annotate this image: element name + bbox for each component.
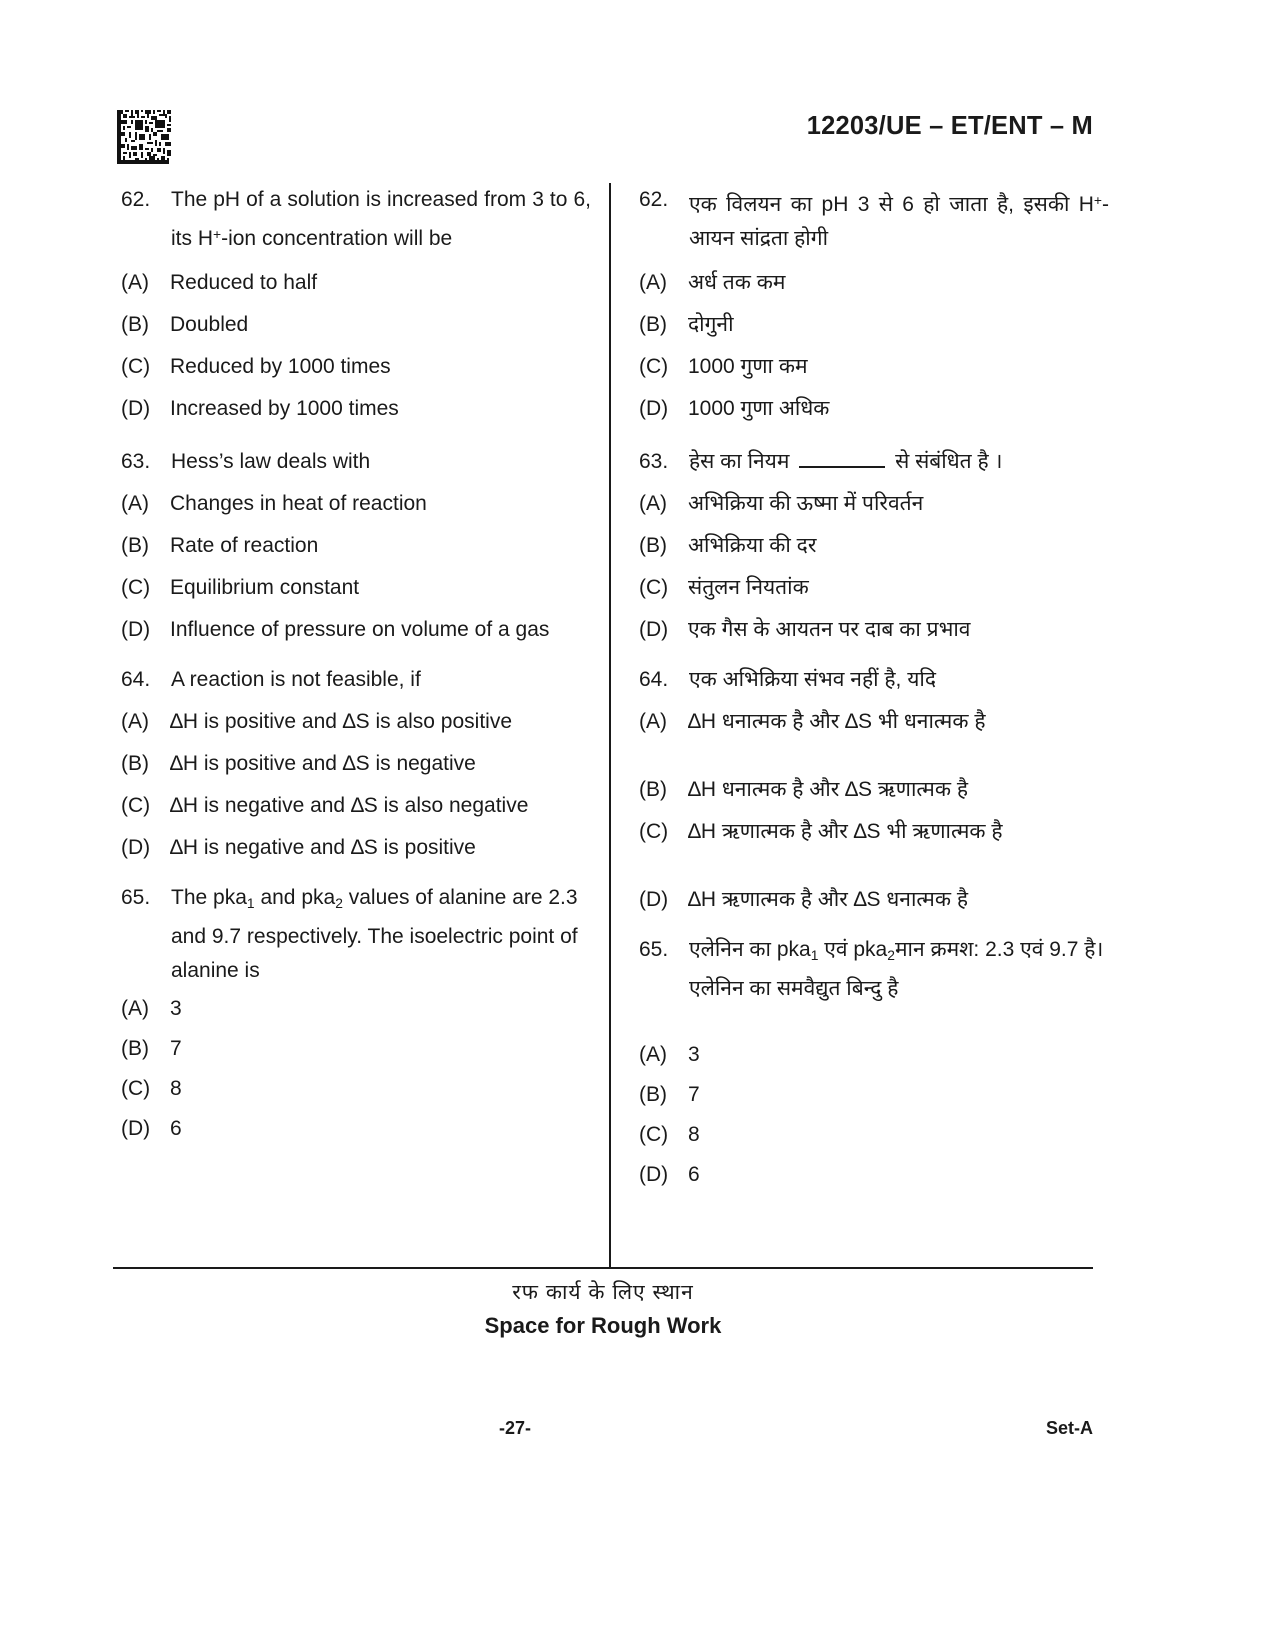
option-text: Doubled [170, 312, 249, 336]
question-62-hi [631, 183, 1109, 425]
option-d[interactable] [631, 393, 1109, 425]
option-label: (D) [639, 617, 669, 641]
option-label: (D) [121, 1116, 151, 1140]
option-label: (C) [121, 793, 151, 817]
option-c[interactable] [631, 351, 1109, 383]
page-number: -27- [498, 1418, 532, 1438]
option-text: 6 [688, 1162, 700, 1186]
option-label: (A) [639, 270, 667, 294]
option-text: Changes in heat of reaction [170, 491, 427, 515]
option-label: (B) [121, 751, 149, 775]
rough-work-english-label: Space for Rough Work [484, 1313, 722, 1338]
question-62-en [113, 183, 591, 425]
question-63-en [113, 445, 591, 646]
option-label: (B) [639, 777, 667, 801]
hindi-column [631, 183, 1109, 1199]
option-text: ∆H ऋणात्मक है और ∆S धनात्मक है [688, 887, 968, 911]
options-list [631, 1039, 1109, 1191]
question-number: 65. [121, 885, 151, 909]
option-text: Reduced to half [170, 270, 318, 294]
option-a[interactable] [113, 993, 591, 1025]
question-text: A reaction is not feasible, if [171, 667, 421, 691]
options-list [113, 488, 591, 646]
option-text: ∆H is positive and ∆S is negative [170, 751, 476, 775]
option-d[interactable] [113, 614, 591, 646]
paper-code: 12203/UE – ET/ENT – M [806, 112, 1093, 140]
option-label: (A) [639, 1042, 667, 1066]
option-c[interactable] [113, 1073, 591, 1105]
option-text: 3 [688, 1042, 700, 1066]
option-text: ∆H धनात्मक है और ∆S भी धनात्मक है [688, 709, 986, 733]
rough-work-section [113, 1278, 1093, 1342]
option-text: 7 [170, 1036, 182, 1060]
option-text: ∆H ऋणात्मक है और ∆S भी ऋणात्मक है [688, 819, 1003, 843]
option-b[interactable] [113, 530, 591, 562]
option-label: (C) [639, 819, 669, 843]
option-c[interactable] [113, 351, 591, 383]
question-number: 65. [639, 937, 669, 961]
option-text: ∆H धनात्मक है और ∆S ऋणात्मक है [688, 777, 968, 801]
option-text: ∆H is negative and ∆S is also negative [170, 793, 529, 817]
option-d[interactable] [113, 393, 591, 425]
option-b[interactable] [631, 309, 1109, 341]
question-number: 62. [121, 188, 151, 211]
option-label: (C) [121, 575, 151, 599]
rough-work-divider [113, 1267, 1093, 1269]
question-text: एक विलयन का pH 3 से 6 हो जाता है, इसकी H+-आयन सांद्रता होगी [689, 192, 1109, 250]
option-text: ∆H is positive and ∆S is also positive [170, 709, 513, 733]
option-b[interactable] [113, 309, 591, 341]
option-label: (A) [121, 709, 149, 733]
question-text: The pH of a solution is increased from 3 to 6, its H+-ion concentration will be [171, 188, 591, 250]
option-text: 1000 गुणा कम [688, 354, 808, 378]
option-text: Reduced by 1000 times [170, 354, 391, 378]
page-footer [113, 1418, 1093, 1448]
option-label: (D) [639, 887, 669, 911]
options-list [113, 706, 591, 864]
option-label: (D) [639, 1162, 669, 1186]
option-label: (B) [121, 1036, 149, 1060]
option-b[interactable] [631, 530, 1109, 562]
option-b[interactable] [631, 774, 1109, 806]
question-text: एलेनिन का pka$_1$ एवं pka$_2$मान क्रमश: 2.3 एवं 9.7 है। एलेनिन का समवैद्युत बिन्दु है [689, 937, 1104, 1000]
option-label: (C) [639, 354, 669, 378]
option-text: Increased by 1000 times [170, 396, 399, 420]
option-d[interactable] [113, 832, 591, 864]
question-64-en [113, 663, 591, 864]
option-a[interactable] [631, 1039, 1109, 1071]
option-a[interactable] [113, 267, 591, 299]
option-text: 8 [688, 1122, 700, 1146]
option-c[interactable] [631, 1119, 1109, 1151]
question-65-en [113, 881, 591, 1145]
option-d[interactable] [631, 1159, 1109, 1191]
question-text: एक अभिक्रिया संभव नहीं है, यदि [689, 667, 936, 691]
option-text: 3 [170, 996, 182, 1020]
option-c[interactable] [113, 572, 591, 604]
option-label: (A) [639, 709, 667, 733]
options-list [631, 488, 1109, 646]
option-text: संतुलन नियतांक [688, 575, 809, 599]
option-label: (A) [639, 491, 667, 515]
option-text: Influence of pressure on volume of a gas [170, 617, 550, 641]
option-c[interactable] [113, 790, 591, 822]
option-a[interactable] [631, 267, 1109, 299]
option-text: दोगुनी [688, 312, 734, 336]
option-text: 1000 गुणा अधिक [688, 396, 830, 420]
options-list [631, 706, 1109, 916]
option-text: एक गैस के आयतन पर दाब का प्रभाव [688, 617, 971, 641]
option-text: 6 [170, 1116, 182, 1140]
option-b[interactable] [113, 1033, 591, 1065]
question-text: हेस का नियम से संबंधित है । [689, 449, 1003, 473]
option-d[interactable] [631, 884, 1109, 916]
option-text: ∆H is negative and ∆S is positive [170, 835, 476, 859]
option-a[interactable] [113, 706, 591, 738]
english-column [113, 183, 591, 1153]
option-a[interactable] [631, 488, 1109, 520]
column-divider [609, 183, 611, 1267]
option-text: 8 [170, 1076, 182, 1100]
option-text: Rate of reaction [170, 533, 319, 557]
question-text: Hess’s law deals with [171, 449, 371, 473]
option-text: Equilibrium constant [170, 575, 360, 599]
option-c[interactable] [631, 572, 1109, 604]
option-a[interactable] [631, 706, 1109, 738]
option-label: (A) [121, 270, 149, 294]
option-text: 7 [688, 1082, 700, 1106]
question-text: The pka$_1$ and pka$_2$ values of alanine are 2.3 and 9.7 respectively. The isoelectric point of alanine is [171, 885, 578, 982]
option-label: (B) [121, 312, 149, 336]
option-b[interactable] [113, 748, 591, 780]
rough-work-hindi-label: रफ कार्य के लिए स्थान [512, 1281, 694, 1304]
option-label: (C) [121, 1076, 151, 1100]
option-label: (C) [121, 354, 151, 378]
page-header [113, 100, 1093, 172]
question-number: 63. [121, 449, 151, 473]
option-label: (B) [639, 312, 667, 336]
option-label: (D) [639, 396, 669, 420]
question-64-hi [631, 663, 1109, 916]
option-label: (D) [121, 396, 151, 420]
option-d[interactable] [631, 614, 1109, 646]
option-label: (A) [121, 491, 149, 515]
question-number: 64. [639, 667, 669, 691]
option-label: (C) [639, 575, 669, 599]
option-text: अभिक्रिया की दर [688, 533, 817, 557]
option-b[interactable] [631, 1079, 1109, 1111]
option-c[interactable] [631, 816, 1109, 848]
option-label: (D) [121, 617, 151, 641]
question-number: 62. [639, 188, 669, 211]
option-label: (B) [121, 533, 149, 557]
questions-area [113, 183, 1109, 1267]
options-list [113, 267, 591, 425]
option-label: (B) [639, 533, 667, 557]
question-number: 63. [639, 449, 669, 473]
option-text: अर्ध तक कम [688, 270, 786, 294]
question-63-hi [631, 445, 1109, 646]
qr-code-icon [113, 106, 175, 168]
option-text: अभिक्रिया की ऊष्मा में परिवर्तन [688, 491, 924, 515]
option-label: (C) [639, 1122, 669, 1146]
option-d[interactable] [113, 1113, 591, 1145]
option-label: (A) [121, 996, 149, 1020]
set-label: Set-A [1045, 1418, 1093, 1438]
question-number: 64. [121, 667, 151, 691]
option-label: (B) [639, 1082, 667, 1106]
option-a[interactable] [113, 488, 591, 520]
options-list [631, 267, 1109, 425]
question-65-hi [631, 933, 1109, 1191]
options-list [113, 993, 591, 1145]
option-label: (D) [121, 835, 151, 859]
